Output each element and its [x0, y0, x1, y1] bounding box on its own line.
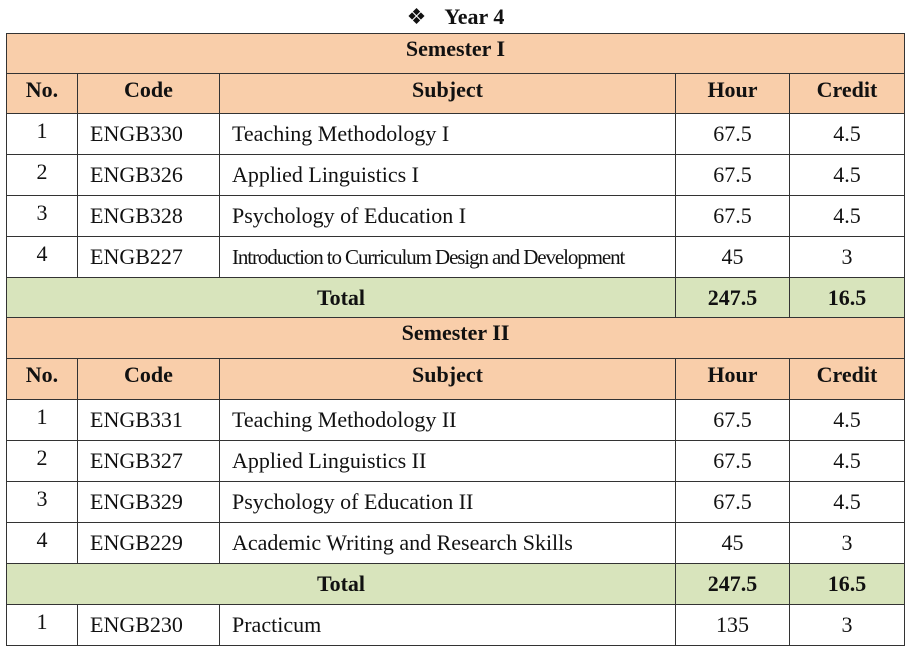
practicum-row: [7, 605, 905, 646]
col-header-credit: Credit: [790, 359, 905, 400]
total-row: [7, 564, 905, 605]
cell-subject: Academic Writing and Research Skills: [220, 523, 676, 564]
col-header-subject: Subject: [220, 74, 676, 114]
cell-subject: Introduction to Curriculum Design and Development: [220, 237, 676, 278]
cell-subject: Psychology of Education II: [220, 482, 676, 523]
cell-hour: 45: [676, 237, 790, 278]
cell-subject: Practicum: [220, 605, 676, 646]
total-row: [7, 278, 905, 318]
cell-credit: 3: [790, 605, 905, 646]
col-header-no: No.: [7, 74, 78, 114]
cell-hour: 67.5: [676, 196, 790, 237]
cell-code: ENGB227: [78, 237, 220, 278]
table-row: [7, 155, 905, 196]
cell-hour: 135: [676, 605, 790, 646]
cell-credit: 3: [790, 237, 905, 278]
cell-credit: 4.5: [790, 441, 905, 482]
semester-title-row: [7, 318, 905, 359]
cell-no: 2: [7, 155, 78, 196]
cell-credit: 4.5: [790, 196, 905, 237]
cell-code: ENGB327: [78, 441, 220, 482]
cell-subject: Applied Linguistics II: [220, 441, 676, 482]
total-label: Total: [7, 278, 676, 318]
col-header-hour: Hour: [676, 359, 790, 400]
cell-no: 4: [7, 523, 78, 564]
cell-hour: 67.5: [676, 400, 790, 441]
col-header-no: No.: [7, 359, 78, 400]
cell-code: ENGB230: [78, 605, 220, 646]
table-row: [7, 114, 905, 155]
cell-no: 2: [7, 441, 78, 482]
col-header-credit: Credit: [790, 74, 905, 114]
total-credit: 16.5: [790, 564, 905, 605]
cell-code: ENGB328: [78, 196, 220, 237]
cell-credit: 4.5: [790, 482, 905, 523]
cell-hour: 67.5: [676, 114, 790, 155]
table-row: [7, 523, 905, 564]
cell-no: 1: [7, 114, 78, 155]
column-header-row: [7, 74, 905, 114]
semester-title-row: [7, 34, 905, 74]
cell-code: ENGB229: [78, 523, 220, 564]
cell-subject: Teaching Methodology II: [220, 400, 676, 441]
total-hour: 247.5: [676, 278, 790, 318]
cell-hour: 67.5: [676, 482, 790, 523]
cell-no: 3: [7, 196, 78, 237]
table-row: [7, 441, 905, 482]
table-row: [7, 196, 905, 237]
total-credit: 16.5: [790, 278, 905, 318]
semester-1-title: Semester I: [7, 34, 905, 74]
col-header-hour: Hour: [676, 74, 790, 114]
cell-credit: 4.5: [790, 400, 905, 441]
cell-hour: 45: [676, 523, 790, 564]
cell-credit: 3: [790, 523, 905, 564]
cell-code: ENGB326: [78, 155, 220, 196]
cell-hour: 67.5: [676, 155, 790, 196]
cell-code: ENGB329: [78, 482, 220, 523]
table-row: [7, 482, 905, 523]
col-header-code: Code: [78, 74, 220, 114]
col-header-subject: Subject: [220, 359, 676, 400]
column-header-row: [7, 359, 905, 400]
cell-no: 4: [7, 237, 78, 278]
year-title: Year 4: [444, 4, 505, 29]
semester-2-title: Semester II: [7, 318, 905, 359]
year-heading: [0, 2, 911, 32]
cell-hour: 67.5: [676, 441, 790, 482]
total-hour: 247.5: [676, 564, 790, 605]
cell-subject: Teaching Methodology I: [220, 114, 676, 155]
cell-code: ENGB331: [78, 400, 220, 441]
cell-no: 3: [7, 482, 78, 523]
total-label: Total: [7, 564, 676, 605]
table-row: [7, 237, 905, 278]
curriculum-table: [6, 33, 905, 646]
cell-subject: Psychology of Education I: [220, 196, 676, 237]
cell-credit: 4.5: [790, 114, 905, 155]
diamond-bullet-icon: ❖: [406, 4, 427, 29]
cell-credit: 4.5: [790, 155, 905, 196]
cell-code: ENGB330: [78, 114, 220, 155]
cell-subject: Applied Linguistics I: [220, 155, 676, 196]
cell-no: 1: [7, 605, 78, 646]
cell-no: 1: [7, 400, 78, 441]
table-row: [7, 400, 905, 441]
col-header-code: Code: [78, 359, 220, 400]
